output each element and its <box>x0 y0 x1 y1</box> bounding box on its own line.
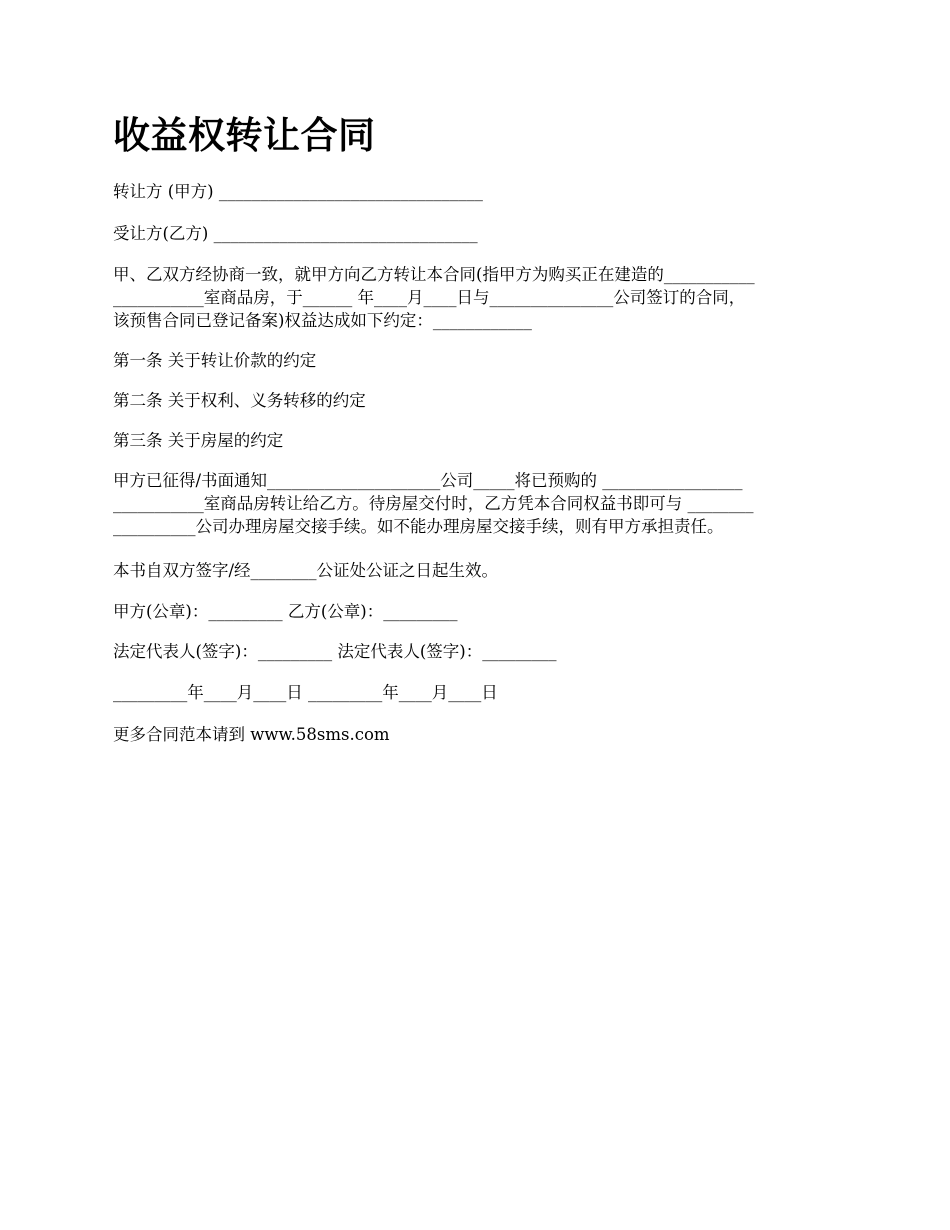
intro-line-2: ___________室商品房，于______ 年____月____日与_______________公司签订的合同， <box>113 288 746 307</box>
seal-line: 甲方(公章)：_________ 乙方(公章)：_________ <box>113 602 458 621</box>
transferee-line: 受让方(乙方) ________________________________ <box>113 224 478 243</box>
notice-line-1: 甲方已征得/书面通知_____________________公司_____将已预购的 _________________ <box>113 471 743 490</box>
notice-line-2: ___________室商品房转让给乙方。待房屋交付时，乙方凭本合同权益书即可与 ________ <box>113 494 754 513</box>
intro-paragraph <box>113 263 838 332</box>
effective-clause: 本书自双方签字/经________公证处公证之日起生效。 <box>113 561 499 580</box>
representative-signature-line: 法定代表人(签字)：_________ 法定代表人(签字)：_________ <box>113 642 557 661</box>
intro-line-3: 该预售合同已登记备案)权益达成如下约定：____________ <box>113 311 532 330</box>
article-1-heading: 第一条 关于转让价款的约定 <box>113 351 317 370</box>
transferor-line: 转让方 (甲方) ________________________________ <box>113 182 483 201</box>
article-2-heading: 第二条 关于权利、义务转移的约定 <box>113 391 366 410</box>
article-3-heading: 第三条 关于房屋的约定 <box>113 431 284 450</box>
notice-paragraph <box>113 469 838 538</box>
document-title: 收益权转让合同 <box>113 114 376 157</box>
date-line: _________年____月____日 _________年____月____日 <box>113 683 498 702</box>
intro-line-1: 甲、乙双方经协商一致，就甲方向乙方转让本合同(指甲方为购买正在建造的___________ <box>113 265 755 284</box>
notice-line-3: __________公司办理房屋交接手续。如不能办理房屋交接手续，则有甲方承担责任。 <box>113 517 724 536</box>
footer-link-text: 更多合同范本请到 www.58sms.com <box>113 725 390 744</box>
